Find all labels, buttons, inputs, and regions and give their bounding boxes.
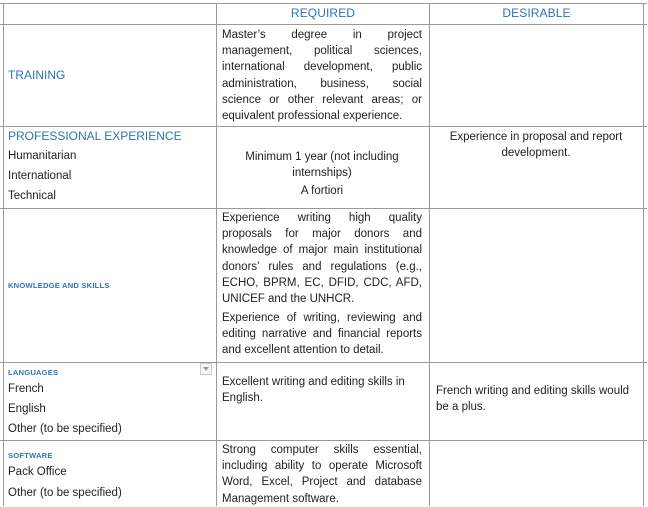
software-item-pack-office: Pack Office xyxy=(8,466,67,478)
row-divider xyxy=(0,362,647,363)
experience-item-international: International xyxy=(8,170,72,182)
header-required: REQUIRED xyxy=(290,6,356,20)
row-divider xyxy=(0,208,647,209)
experience-label: PROFESSIONAL EXPERIENCE xyxy=(8,129,182,143)
knowledge-label: KNOWLEDGE AND SKILLS xyxy=(8,281,110,290)
experience-required-fortiori: A fortiori xyxy=(300,185,344,197)
column-divider xyxy=(429,3,430,506)
languages-required: Excellent writing and editing skills in English. xyxy=(222,376,405,405)
header-desirable: DESIRABLE xyxy=(502,6,571,20)
software-item-other: Other (to be specified) xyxy=(8,487,122,499)
row-divider xyxy=(0,126,647,127)
languages-label: LANGUAGES xyxy=(8,368,59,377)
experience-item-technical: Technical xyxy=(8,190,56,202)
chevron-down-icon[interactable] xyxy=(200,363,212,375)
knowledge-required-p1: Experience writing high quality proposals for major donors and knowledge of major main institutional donors’ rules and regulations (e.g., ECHO, BPRM, EC, DFID, CDC, AFD, UNICEF and the UNHCR. xyxy=(222,212,422,306)
software-label: SOFTWARE xyxy=(8,451,53,460)
knowledge-required-p2: Experience of writing, reviewing and editing narrative and financial reports and excellent attention to detail. xyxy=(222,312,422,357)
languages-desirable: French writing and editing skills would be a plus. xyxy=(436,385,630,414)
training-label: TRAINING xyxy=(8,68,66,82)
training-required: Master’s degree in project management, political sciences, international development, public administration, business, social science or other relevant areas; or equivalent professional experience. xyxy=(222,29,422,123)
row-divider xyxy=(0,24,647,25)
experience-required-min: Minimum 1 year (not including internships) xyxy=(245,151,399,180)
experience-desirable: Experience in proposal and report development. xyxy=(449,131,623,160)
row-divider xyxy=(0,440,647,441)
software-required: Strong computer skills essential, including ability to operate Microsoft Word, Excel, Project and database Management software. xyxy=(222,444,422,505)
column-divider xyxy=(643,3,644,506)
language-item-other: Other (to be specified) xyxy=(8,423,122,435)
language-item-english: English xyxy=(8,403,46,415)
table-border-top xyxy=(0,3,647,4)
experience-item-humanitarian: Humanitarian xyxy=(8,150,77,162)
column-divider xyxy=(216,3,217,506)
column-divider xyxy=(3,3,4,506)
language-item-french: French xyxy=(8,383,44,395)
